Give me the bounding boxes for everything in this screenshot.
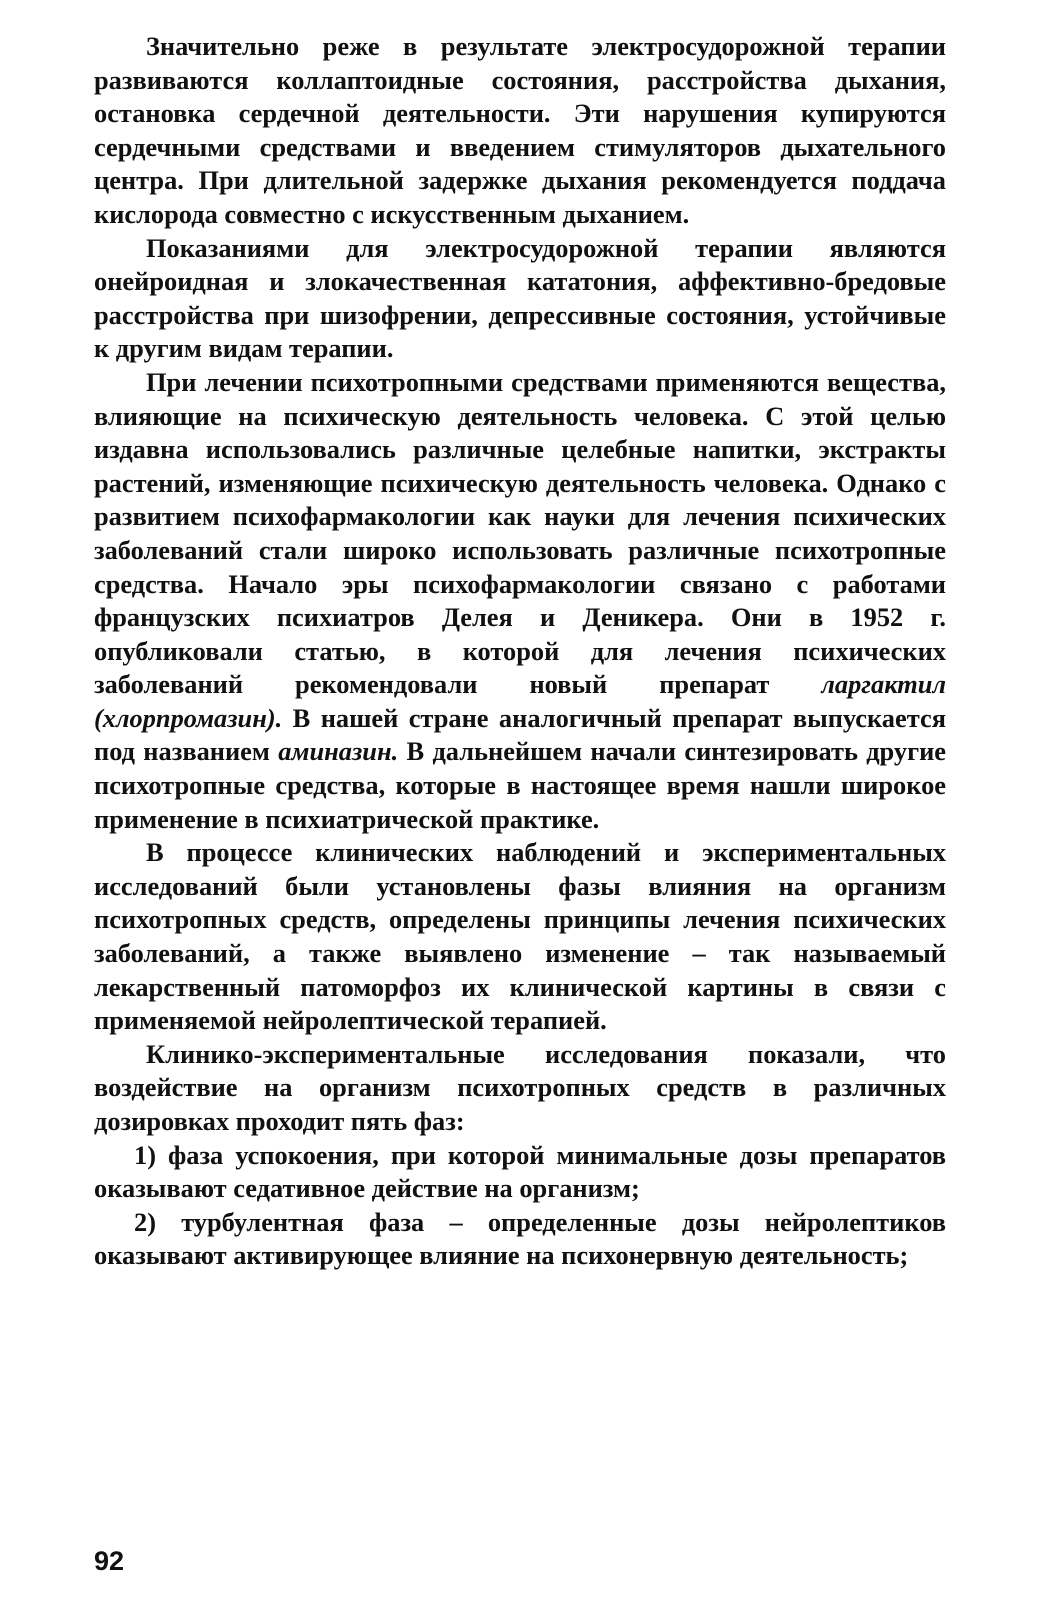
drug-name-aminazin: аминазин.: [278, 736, 399, 767]
page-number: 92: [94, 1546, 125, 1576]
page-body: [94, 30, 946, 1273]
paragraph-text-segment: В дальнейшем начали синтезировать другие психотропные средства, которые в настоящее время нашли широкое применение в психиатрической практике.: [94, 736, 946, 834]
paragraph-text-segment: В нашей стране аналогичный препарат выпускается под названием: [94, 702, 946, 767]
paragraph-psychotropic-treatment: [94, 366, 946, 836]
list-item-phase-2: 2) турбулентная фаза – определенные дозы нейролептиков оказывают активирующее влияние на психонервную деятельность;: [94, 1206, 946, 1271]
list-item-phase-1: 1) фаза успокоения, при которой минимальные дозы препаратов оказывают седативное действие на организм;: [94, 1139, 946, 1204]
paragraph-clinical-observations: В процессе клинических наблюдений и экспериментальных исследований были установлены фазы влияния на организм психотропных средств, определены принципы лечения психических заболеваний, а также выявлено изменение – так называемый лекарственный патоморфоз их клинической картины в связи с применяемой нейролептической терапией.: [94, 837, 946, 1036]
paragraph-text-segment: При лечении психотропными средствами применяются вещества, влияющие на психическую деятельность человека. С этой целью издавна использовались различные целебные напитки, экстракты растений, изменяющие психическую деятельность человека. Однако с развитием психофармакологии как науки для лечения психических заболеваний стали широко использовать различные психотропные средства. Начало эры психофармакологии связано с работами французских психиатров Делея и Деникера. Они в 1952 г. опубликовали статью, в которой для лечения психических заболеваний рекомендовали новый препарат: [94, 366, 946, 700]
paragraph-five-phases-intro: Клинико-экспериментальные исследования показали, что воздействие на организм психотропных средств в различных дозировках проходит пять фаз:: [94, 1038, 946, 1136]
paragraph-complications: Значительно реже в результате электросудорожной терапии развиваются коллаптоидные состояния, расстройства дыхания, остановка сердечной деятельности. Эти нарушения купируются сердечными средствами и введением стимуляторов дыхательного центра. При длительной задержке дыхания рекомендуется поддача кислорода совместно с искусственным дыханием.: [94, 31, 946, 229]
paragraph-indications: Показаниями для электросудорожной терапии являются онейроидная и злокачественная кататония, аффективно-бредовые расстройства при шизофрении, депрессивные состояния, устойчивые к другим видам терапии.: [94, 232, 946, 364]
drug-name-largactil: ларгактил (хлорпромазин).: [94, 669, 946, 733]
